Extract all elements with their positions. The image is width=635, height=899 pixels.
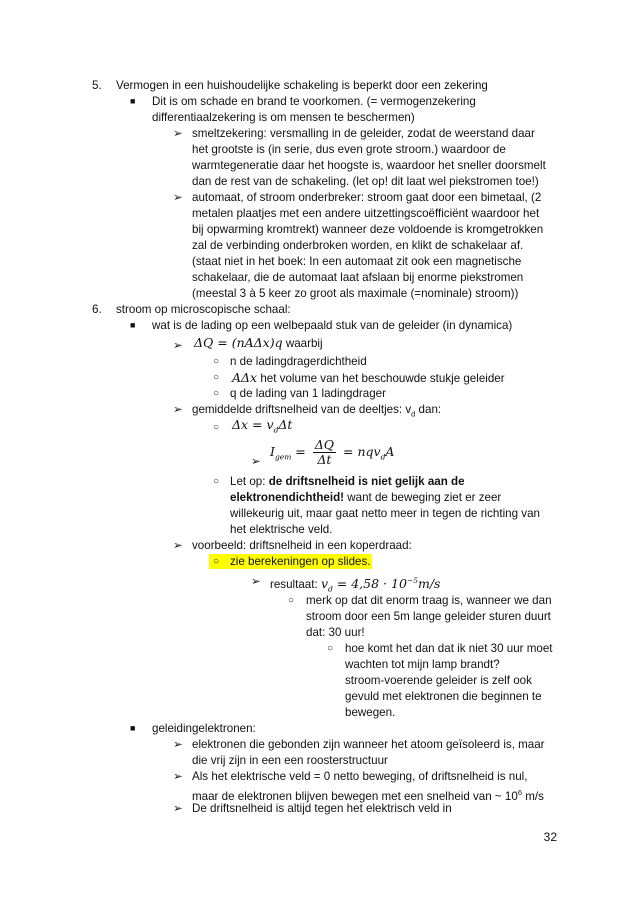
list-item-text: warmtegeneratie daar het hoogste is, waardoor het sneller doorsmelt <box>192 159 546 172</box>
circle-bullet-icon: ○ <box>288 595 295 606</box>
result-v: v <box>320 576 328 592</box>
veld0-after: m/s <box>521 789 544 803</box>
eq3-lhs: I <box>270 444 275 459</box>
list-number: 6. <box>92 303 102 316</box>
arrow-bullet-icon: ➢ <box>173 770 183 783</box>
arrow-bullet-icon: ➢ <box>173 403 183 416</box>
result-label: resultaat: <box>270 578 318 592</box>
arrow-bullet-icon: ➢ <box>173 738 183 751</box>
arrow-bullet-icon: ➢ <box>173 191 183 204</box>
circle-bullet-icon: ○ <box>213 422 220 433</box>
arrow-bullet-icon: ➢ <box>173 539 183 552</box>
eq3-num: ΔQ <box>314 437 335 452</box>
letop-after: want de beweging ziet er zeer <box>344 491 502 504</box>
circle-bullet-icon: ○ <box>213 372 220 383</box>
list-item-text: smeltzekering: versmalling in de geleider, zodat de weerstand daar <box>192 127 535 140</box>
list-item-text <box>192 402 441 421</box>
list-item-text: stroom op microscopische schaal: <box>116 303 291 316</box>
eq3-lhs-sub: gem <box>274 452 292 462</box>
circle-bullet-icon: ○ <box>213 556 220 567</box>
list-item-text: automaat, of stroom onderbreker: stroom gaat door een bimetaal, (2 <box>192 191 542 204</box>
result-exp: −5 <box>406 576 418 585</box>
eq3-eq: = <box>295 444 306 459</box>
list-item-text: differentiaalzekering is om mensen te beschermen) <box>152 111 415 124</box>
list-item-text: dat: 30 uur! <box>306 626 365 639</box>
eq3-fraction <box>313 438 336 467</box>
circle-bullet-icon: ○ <box>213 356 220 367</box>
result-vsub: d <box>328 584 333 594</box>
list-item-text: wat is de lading op een welbepaald stuk van de geleider (in dynamica) <box>152 319 513 332</box>
page-number: 32 <box>543 830 557 844</box>
circle-bullet-icon: ○ <box>213 476 220 487</box>
eq3-rhs: = nqv <box>343 444 381 459</box>
list-item-text: stroom-voerende geleider is zelf ook <box>345 674 532 687</box>
square-bullet-icon: ■ <box>130 723 136 733</box>
list-item-text: schakelaar, die de automaat laat afslaan bij enorme piekstromen <box>192 271 524 284</box>
list-item-text: De driftsnelheid is altijd tegen het elektrisch veld in <box>192 802 452 815</box>
list-item-text: q de lading van 1 ladingdrager <box>230 387 386 400</box>
arrow-bullet-icon: ➢ <box>251 575 261 588</box>
list-item-text: (meestal 3 à 5 keer zo groot als maximale (=nominale) stroom)) <box>192 287 519 300</box>
formula-suffix: waarbij <box>285 337 323 350</box>
list-item-text: elektronen die gebonden zijn wanneer het atoom geïsoleerd is, maar <box>192 738 545 751</box>
list-item-text: gevuld met elektronen die beginnen te <box>345 690 542 703</box>
drift-sub: d <box>411 409 416 419</box>
list-item-text <box>232 370 505 386</box>
letop-bold2: elektronendichtheid! <box>230 491 345 504</box>
eq3-rhs2: A <box>385 444 395 459</box>
result-val: = 4,58 · 10 <box>332 576 407 592</box>
list-item-text: zie berekeningen op slides. <box>230 555 371 568</box>
arrow-bullet-icon: ➢ <box>251 455 261 468</box>
charge-formula: ΔQ = (nAΔx)q <box>194 335 283 350</box>
list-item-text: Als het elektrische veld = 0 netto beweging, of driftsnelheid is nul, <box>192 770 528 783</box>
list-item-text: Dit is om schade en brand te voorkomen. (= vermogenzekering <box>152 95 476 108</box>
list-item-text: metalen plaatjes met een andere uitzettingscoëfficiënt waardoor het <box>192 207 540 220</box>
list-item-text: voorbeeld: driftsnelheid in een koperdraad: <box>192 539 412 552</box>
list-item-text: zal de verbinding onderbroken worden, en klikt de schakelaar af. <box>192 239 524 252</box>
list-item-text: merk op dat dit enorm traag is, wanneer we dan <box>306 594 552 607</box>
list-item-text <box>230 474 465 489</box>
drift-text: gemiddelde driftsnelheid van de deeltjes: v <box>192 403 412 416</box>
list-item-text: bij opwarming kromtrekt) wanneer deze voldoende is kromgetrokken <box>192 223 544 236</box>
square-bullet-icon: ■ <box>130 96 136 106</box>
eq2-part-b: Δt <box>278 417 293 432</box>
volume-formula: AΔx <box>232 370 258 385</box>
list-item-text: het grootste is (in serie, dus even grote stroom.) waardoor de <box>192 143 506 156</box>
list-item-text: het elektrische veld. <box>230 523 333 536</box>
formula-line <box>194 335 323 351</box>
list-item-text: (staat niet in het boek: In een automaat zit ook een magnetische <box>192 255 522 268</box>
drift-after: dan: <box>418 403 442 416</box>
eq2-part: Δx = v <box>232 417 274 432</box>
result-formula <box>320 576 441 594</box>
arrow-bullet-icon: ➢ <box>173 339 183 352</box>
circle-bullet-icon: ○ <box>213 388 220 399</box>
list-item-text: hoe komt het dan dat ik niet 30 uur moet <box>345 642 553 655</box>
current-formula <box>270 432 394 478</box>
veld0-l2: maar de elektronen blijven bewegen met een snelheid van ~ 10 <box>192 789 518 803</box>
eq3-rhs-sub: d <box>380 452 386 462</box>
volume-text: het volume van het beschouwde stukje geleider <box>260 372 505 385</box>
list-item-text: Vermogen in een huishoudelijke schakeling is beperkt door een zekering <box>116 79 488 92</box>
list-item-text: dan de rest van de schakeling. (let op! dit laat wel piekstromen toe!) <box>192 175 539 188</box>
list-item-text: wachten tot mijn lamp brandt? <box>345 658 500 671</box>
result-unit: m/s <box>417 576 441 592</box>
letop-pre: Let op: <box>230 475 269 488</box>
list-item-text: n de ladingdragerdichtheid <box>230 355 367 368</box>
list-number: 5. <box>92 79 102 92</box>
eq3-den: Δt <box>317 452 332 467</box>
list-item-text: die vrij zijn in een een roosterstructuur <box>192 754 388 767</box>
arrow-bullet-icon: ➢ <box>173 127 183 140</box>
arrow-bullet-icon: ➢ <box>173 802 183 815</box>
list-item-text: geleidingelektronen: <box>152 722 256 735</box>
letop-bold1: de driftsnelheid is niet gelijk aan de <box>268 475 465 488</box>
list-item-text: stroom door een 5m lange geleider sturen duurt <box>306 610 551 623</box>
circle-bullet-icon: ○ <box>327 643 334 654</box>
list-item-text <box>230 490 501 505</box>
list-item-text: willekeurig uit, maar gaat netto meer in tegen de richting van <box>230 507 540 520</box>
list-item-text: bewegen. <box>345 706 396 719</box>
eq2-sub: d <box>273 425 279 435</box>
veld0-sup: 6 <box>517 788 522 797</box>
square-bullet-icon: ■ <box>130 320 136 330</box>
